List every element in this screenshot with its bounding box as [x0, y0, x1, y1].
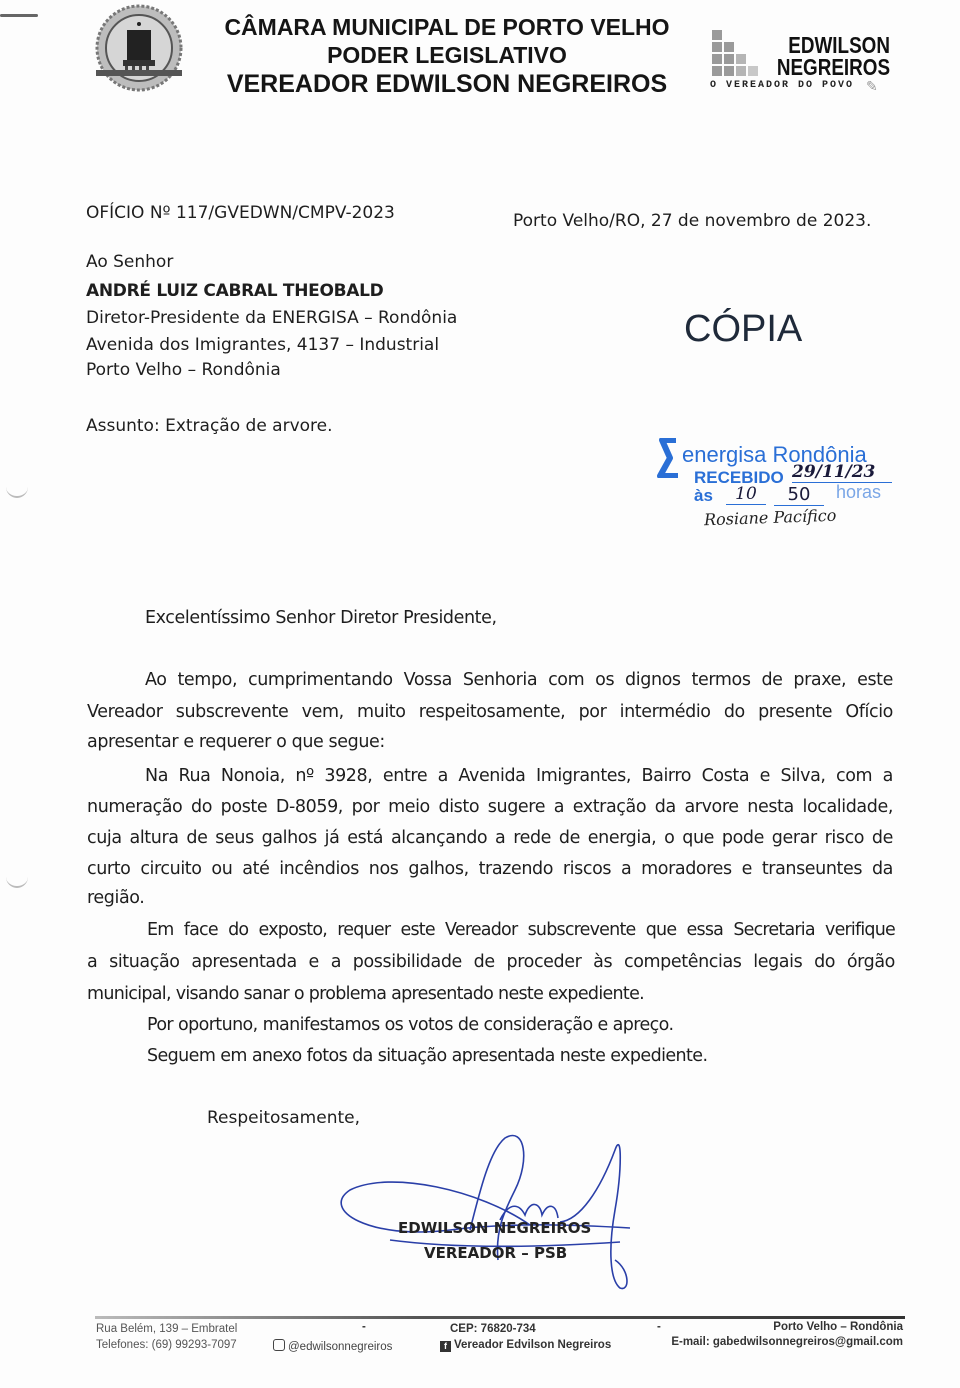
- paragraph-line: Vereador subscrevente vem, muito respeitosamente, por intermédio do presente Ofício: [87, 702, 893, 722]
- paragraph-line: região.: [87, 888, 145, 908]
- footer-email[interactable]: E-mail: gabedwilsonnegreiros@gmail.com: [671, 1336, 903, 1348]
- footer-separator: -: [657, 1321, 661, 1333]
- copy-mark: CÓPIA: [684, 308, 803, 350]
- punch-hole-mark: [6, 482, 28, 498]
- paragraph-line: Ao tempo, cumprimentando Vossa Senhoria com os dignos termos de praxe, este: [145, 670, 893, 690]
- stamp-receiver-signature: Rosiane Pacífico: [703, 505, 837, 530]
- letter-closing: Respeitosamente,: [207, 1108, 360, 1128]
- stamp-received-label: RECEBIDO: [694, 468, 784, 487]
- instagram-handle: @edwilsonnegreiros: [288, 1341, 393, 1353]
- energisa-logo-icon: [656, 438, 680, 478]
- paragraph-line: Na Rua Nonoia, nº 3928, entre a Avenida Imigrantes, Bairro Costa e Silva, com a: [145, 766, 893, 786]
- brand-swirl-icon: ✎: [866, 78, 878, 94]
- paragraph-line: curto circuito ou até incêndios nos galhos, trazendo riscos a moradores e transeuntes da: [87, 859, 893, 879]
- paragraph-line: cuja altura de seus galhos já está alcançando a rede de energia, o que pode gerar risco de: [87, 828, 893, 848]
- instagram-icon: [273, 1339, 285, 1351]
- bar-graph-icon: [712, 30, 782, 80]
- footer-address: Rua Belém, 139 – Embratel: [96, 1323, 238, 1335]
- paragraph-line: Por oportuno, manifestamos os votos de consideração e apreço.: [147, 1015, 674, 1035]
- header-councilor-name: VEREADOR EDWILSON NEGREIROS: [226, 70, 668, 98]
- paragraph-line: a situação apresentada e a possibilidade de proceder às competências legais do órgão: [87, 952, 895, 972]
- paragraph-line: apresentar e requerer o que segue:: [87, 732, 385, 752]
- recipient-city: Porto Velho – Rondônia: [86, 360, 281, 380]
- scan-edge-mark: [0, 14, 38, 17]
- footer-cep: CEP: 76820-734: [450, 1323, 536, 1335]
- municipal-seal-logo: [92, 4, 186, 96]
- paragraph-line: Seguem em anexo fotos da situação apresentada neste expediente.: [147, 1046, 708, 1066]
- stamp-hours-label: horas: [836, 482, 882, 502]
- recipient-address: Avenida dos Imigrantes, 4137 – Industrial: [86, 335, 440, 355]
- brand-name-first: EDWILSON: [788, 32, 890, 58]
- recipient-salutation: Ao Senhor: [86, 252, 174, 272]
- paragraph-line: Em face do exposto, requer este Vereador subscrevente que essa Secretaria verifique: [147, 920, 895, 940]
- facebook-icon: f: [440, 1341, 451, 1352]
- letter-place-date: Porto Velho/RO, 27 de novembro de 2023.: [513, 211, 872, 231]
- brand-name-last: NEGREIROS: [776, 54, 890, 80]
- stamp-at-label: às: [694, 486, 713, 505]
- footer-phone: Telefones: (69) 99293-7097: [96, 1339, 237, 1351]
- received-stamp: [654, 436, 904, 536]
- paragraph-line: numeração do poste D-8059, por meio disto sugere a extração da arvore nesta localidade,: [87, 797, 893, 817]
- recipient-title: Diretor-Presidente da ENERGISA – Rondônia: [86, 308, 458, 328]
- letter-subject: Assunto: Extração de arvore.: [86, 416, 333, 436]
- edwilson-brand-logo: [706, 28, 896, 98]
- punch-hole-mark: [6, 872, 28, 888]
- handwritten-signature: [330, 1130, 640, 1300]
- stamp-hour: 10: [726, 484, 766, 505]
- letter-greeting: Excelentíssimo Senhor Diretor Presidente,: [145, 608, 497, 628]
- header-legislative-power: PODER LEGISLATIVO: [327, 42, 567, 68]
- footer-instagram[interactable]: [273, 1339, 392, 1353]
- footer-city: Porto Velho – Rondônia: [773, 1321, 903, 1333]
- signer-name: EDWILSON NEGREIROS: [398, 1219, 592, 1237]
- recipient-name: ANDRÉ LUIZ CABRAL THEOBALD: [86, 281, 384, 301]
- signer-role: VEREADOR – PSB: [424, 1244, 568, 1262]
- footer-separator: -: [362, 1321, 366, 1333]
- letter-reference: OFÍCIO Nº 117/GVEDWN/CMPV-2023: [86, 203, 395, 223]
- stamp-received-date: 29/11/23: [792, 462, 892, 483]
- stamp-company: energisa Rondônia: [682, 442, 867, 467]
- footer-divider: [95, 1316, 905, 1319]
- paragraph-line: municipal, visando sanar o problema apresentado neste expediente.: [87, 984, 645, 1004]
- brand-tagline: O VEREADOR DO POVO: [710, 80, 855, 91]
- facebook-page: Vereador Edvilson Negreiros: [454, 1339, 612, 1351]
- stamp-minute: 50: [774, 484, 824, 506]
- header-chamber-name: CÂMARA MUNICIPAL DE PORTO VELHO: [224, 14, 670, 40]
- footer-facebook[interactable]: [440, 1339, 611, 1352]
